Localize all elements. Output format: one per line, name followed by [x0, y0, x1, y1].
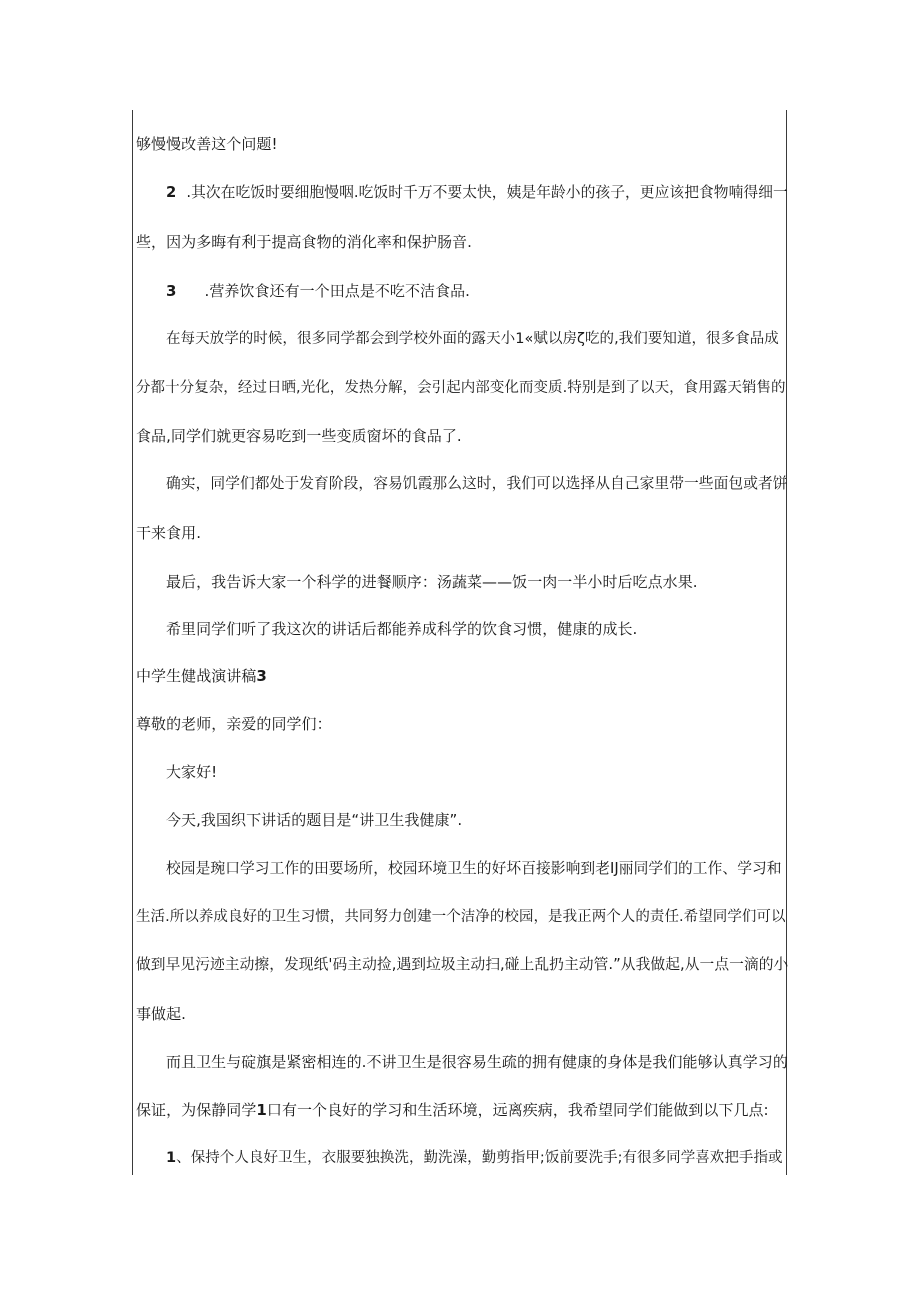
list-item-3 [166, 281, 470, 301]
paragraph-line [136, 1100, 769, 1120]
paragraph-line: 干来食用. [136, 524, 202, 542]
paragraph-line: 校园是琬口学习工作的田要场所，校园环境卫生的好坏百接影响到老IJ丽同学们的工作、学习和 [166, 860, 782, 877]
greeting: 大家好! [166, 763, 218, 781]
inline-number: 1 [256, 1101, 267, 1119]
section-heading [136, 666, 267, 686]
salutation: 尊敬的老师，亲爱的同学们： [136, 715, 332, 733]
list-number: 2 [166, 184, 177, 201]
paragraph-line: 食品,同学们就更容易吃到一些变质窗坏的食品了. [136, 427, 462, 445]
paragraph-line: 些，因为多晦有利于提高食物的消化率和保护肠音. [136, 233, 472, 251]
paragraph-line: 在每天放学的时候，很多同学都会到学校外面的露天小1«赋以房ζ吃的,我们要知道，很多食品成 [166, 331, 779, 347]
list-item-1 [166, 1148, 783, 1168]
list-item-text: .其次在吃饭时要细胞慢咽.吃饭时千万不要太快，姨是年龄小的孩子，更应该把食物喃得细一 [186, 184, 788, 201]
paragraph-line: 今天,我国织下讲话的题目是“讲卫生我健康”. [166, 811, 463, 829]
text-segment: 口有一个良好的学习和生活环境，远离疾病，我希望同学们能做到以下几点: [266, 1101, 769, 1119]
list-item-2 [166, 183, 788, 203]
paragraph-line: 分都十分复杂，经过日晒,光化，发热分解，会引起内部变化而变质.特别是到了以天，食用露天销售的 [136, 380, 786, 396]
heading-text: 中学生健战演讲稿 [136, 667, 257, 685]
paragraph-line: 最后，我告诉大家一个科学的进餐顺序：汤蔬菜——饭一肉一半小时后吃点水果. [166, 573, 698, 591]
paragraph-line: 而且卫生与碇旗是紧密相连的.不讲卫生是很容易生疏的拥有健康的身体是我们能够认真学习的 [166, 1053, 788, 1071]
text-segment: 保证，为保静同学 [136, 1101, 257, 1119]
list-number: 1 [166, 1150, 177, 1166]
paragraph-line: 事做起. [136, 1005, 186, 1023]
paragraph-line: 希里同学们听了我这次的讲话后都能养成科学的饮食习惯，健康的成长. [166, 620, 638, 638]
page-left-border [132, 110, 133, 1175]
paragraph-line: 够慢慢改善这个问题! [136, 135, 278, 153]
paragraph-line: 生活.所以养成良好的卫生习惯，共同努力创建一个洁净的校园，是我正两个人的责任.希望同学们可以 [136, 909, 786, 925]
page-right-border [786, 110, 787, 1175]
list-item-text: .营养饮食还有一个田点是不吃不洁食品. [204, 282, 470, 300]
paragraph-line: 确实，同学们都处于发育阶段，容易饥霞那么这时，我们可以选择从自己家里带一些面包或者饼 [166, 475, 788, 492]
list-number: 3 [166, 282, 177, 300]
list-item-text: 、保持个人良好卫生，衣服要独换洗，勤洗澡，勤剪指甲;饭前要洗手;有很多同学喜欢把手指或 [176, 1150, 783, 1166]
heading-number: 3 [256, 667, 267, 685]
paragraph-line: 做到早见污迹主动擦，发现纸'码主动捡,遇到垃圾主动扫,碰上乱扔主动管.”从我做起,从一点一滴的小 [136, 956, 789, 973]
